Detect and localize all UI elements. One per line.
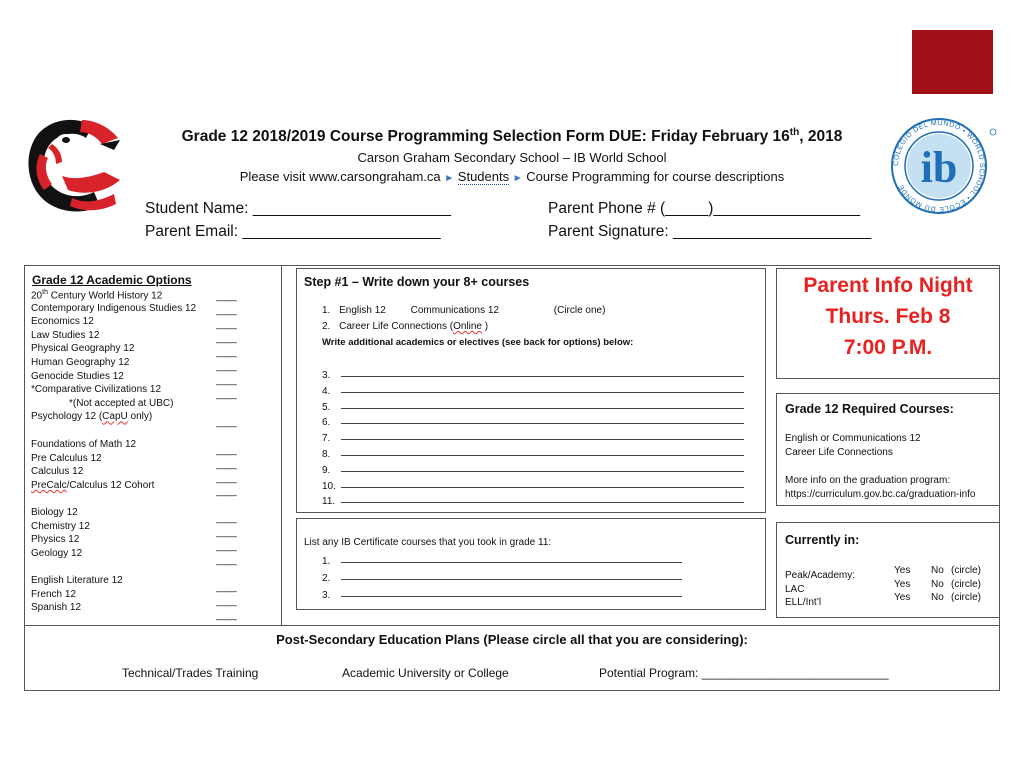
no-option[interactable]: No	[931, 592, 944, 603]
parent-phone-field[interactable]: Parent Phone # (_____)_________________	[548, 200, 860, 217]
university-option[interactable]: Academic University or College	[342, 666, 509, 680]
required-course-item: Career Life Connections	[785, 447, 893, 458]
list-item: *Comparative Civilizations 12	[31, 384, 162, 396]
list-item: Biology 12	[31, 507, 78, 518]
parent-signature-field[interactable]: Parent Signature: _______________________	[548, 223, 872, 240]
required-courses-title: Grade 12 Required Courses:	[785, 402, 954, 416]
list-item: Chemistry 12	[31, 520, 90, 532]
column-divider	[281, 265, 282, 625]
website-link[interactable]: www.carsongraham.ca	[309, 169, 441, 184]
english-12-option[interactable]: English 12	[339, 305, 386, 316]
parent-info-time: 7:00 P.M.	[843, 336, 933, 359]
course-line[interactable]: 6.	[322, 412, 744, 426]
academic-options-section	[32, 273, 192, 287]
course-line[interactable]: 7.	[322, 428, 744, 442]
course-line[interactable]: 5.	[322, 397, 744, 411]
list-item: French 12	[31, 588, 77, 600]
option-blank[interactable]: ____	[216, 610, 237, 621]
list-item: Physics 12	[31, 534, 80, 546]
list-item: English Literature 12	[31, 575, 123, 586]
option-blank[interactable]: ____	[216, 291, 237, 302]
parent-email-field[interactable]: Parent Email: _______________________	[145, 223, 441, 240]
option-blank[interactable]: ____	[216, 473, 237, 484]
currently-in-row: Peak/Academy: Yes No (circle)	[785, 565, 981, 581]
course-line[interactable]: 10.	[322, 476, 744, 490]
yes-option[interactable]: Yes	[894, 578, 911, 590]
list-item: Human Geography 12	[31, 356, 130, 368]
option-blank[interactable]: ____	[216, 319, 237, 330]
form-title: Grade 12 2018/2019 Course Programming Selection Form DUE: Friday February 16th, 2018	[181, 127, 843, 146]
course-line[interactable]: 8.	[322, 444, 744, 458]
option-blank[interactable]: ____	[216, 541, 237, 552]
currently-in-title: Currently in:	[785, 533, 860, 547]
list-item: Calculus 12	[31, 466, 84, 478]
not-accepted-note: *(Not accepted at UBC)	[69, 397, 174, 409]
no-option[interactable]: No	[931, 565, 944, 576]
step1-line2: 2. Career Life Connections (Online )	[322, 321, 489, 332]
option-blank[interactable]: ____	[216, 417, 237, 428]
option-blank[interactable]: ____	[216, 305, 237, 316]
option-blank[interactable]: ____	[216, 333, 237, 344]
yes-option[interactable]: Yes	[894, 565, 911, 576]
language-options-list	[31, 575, 281, 616]
list-item: Genocide Studies 12	[31, 370, 124, 382]
graduation-info-text: More info on the graduation program:	[785, 475, 951, 486]
school-name: Carson Graham Secondary School – IB World School	[357, 150, 667, 165]
student-name-field[interactable]: Student Name: _______________________	[145, 200, 451, 217]
red-corner-block	[912, 30, 993, 94]
option-blank[interactable]: ____	[216, 375, 237, 386]
post-secondary-title: Post-Secondary Education Plans (Please circle all that you are considering):	[276, 632, 748, 647]
list-item: Law Studies 12	[31, 329, 100, 341]
option-blank[interactable]: ____	[216, 582, 237, 593]
list-item: 20th Century World History 12	[31, 289, 163, 302]
yes-option[interactable]: Yes	[894, 592, 911, 603]
list-item: Physical Geography 12	[31, 343, 135, 355]
academic-options-list	[31, 289, 281, 425]
step1-instruction: Write additional academics or electives (see back for options) below:	[322, 337, 634, 348]
potential-program-field[interactable]: Potential Program: ____________________________	[599, 666, 889, 680]
course-line[interactable]: 9.	[322, 460, 744, 474]
svg-text:ib: ib	[920, 143, 958, 192]
list-item: Spanish 12	[31, 602, 82, 614]
arrow-right-icon: ►	[512, 173, 523, 184]
academic-options-title: Grade 12 Academic Options	[32, 273, 192, 287]
ib-course-line[interactable]: 1.	[322, 551, 682, 565]
divider	[24, 625, 1000, 626]
communications-12-option[interactable]: Communications 12	[410, 305, 499, 316]
parent-info-title: Parent Info Night	[803, 274, 973, 297]
option-blank[interactable]: ____	[216, 389, 237, 400]
arrow-right-icon: ►	[444, 173, 455, 184]
step1-line1: 1. English 12 Communications 12 (Circle one)	[322, 305, 606, 316]
option-blank[interactable]: ____	[216, 596, 237, 607]
ib-course-line[interactable]: 3.	[322, 585, 682, 599]
visit-instructions: Please visit www.carsongraham.ca ► Students ► Course Programming for course descriptions	[239, 169, 785, 184]
graduation-info-link[interactable]: https://curriculum.gov.bc.ca/graduation-info	[785, 489, 976, 500]
list-item: Geology 12	[31, 547, 83, 559]
trades-training-option[interactable]: Technical/Trades Training	[122, 666, 259, 680]
list-item: Contemporary Indigenous Studies 12	[31, 302, 197, 314]
science-options-list	[31, 507, 281, 561]
option-blank[interactable]: ____	[216, 486, 237, 497]
parent-info-date: Thurs. Feb 8	[825, 305, 951, 328]
no-option[interactable]: No	[931, 578, 944, 590]
option-blank[interactable]: ____	[216, 445, 237, 456]
ib-courses-title: List any IB Certificate courses that you took in grade 11:	[304, 537, 552, 548]
option-blank[interactable]: ____	[216, 555, 237, 566]
required-course-item: English or Communications 12	[785, 433, 921, 444]
currently-in-row: LAC Yes No (circle)	[785, 578, 981, 595]
option-blank[interactable]: ____	[216, 459, 237, 470]
option-blank[interactable]: ____	[216, 513, 237, 524]
option-blank[interactable]: ____	[216, 347, 237, 358]
list-item: Psychology 12 (CapU only)	[31, 411, 153, 423]
option-blank[interactable]: ____	[216, 527, 237, 538]
list-item: Foundations of Math 12	[31, 439, 137, 450]
list-item: Pre Calculus 12	[31, 452, 102, 464]
svg-text:COLEGIO DEL MUNDO • WORLD SCHO: COLEGIO DEL MUNDO • WORLD SCHOOL • ÉCOLE DU MONDE	[892, 119, 986, 213]
math-options-list	[31, 439, 281, 493]
list-item: Economics 12	[31, 316, 94, 328]
list-item: PreCalc/Calculus 12 Cohort	[31, 479, 155, 491]
course-line[interactable]: 11.	[322, 491, 744, 505]
currently-in-row: ELL/Int’l Yes No (circle)	[785, 592, 981, 608]
course-line[interactable]: 3.	[322, 365, 744, 379]
ib-course-line[interactable]: 2.	[322, 568, 682, 582]
option-blank[interactable]: ____	[216, 361, 237, 372]
step1-title: Step #1 – Write down your 8+ courses	[304, 275, 530, 289]
course-line[interactable]: 4.	[322, 381, 744, 395]
students-link[interactable]: Students	[457, 169, 510, 184]
